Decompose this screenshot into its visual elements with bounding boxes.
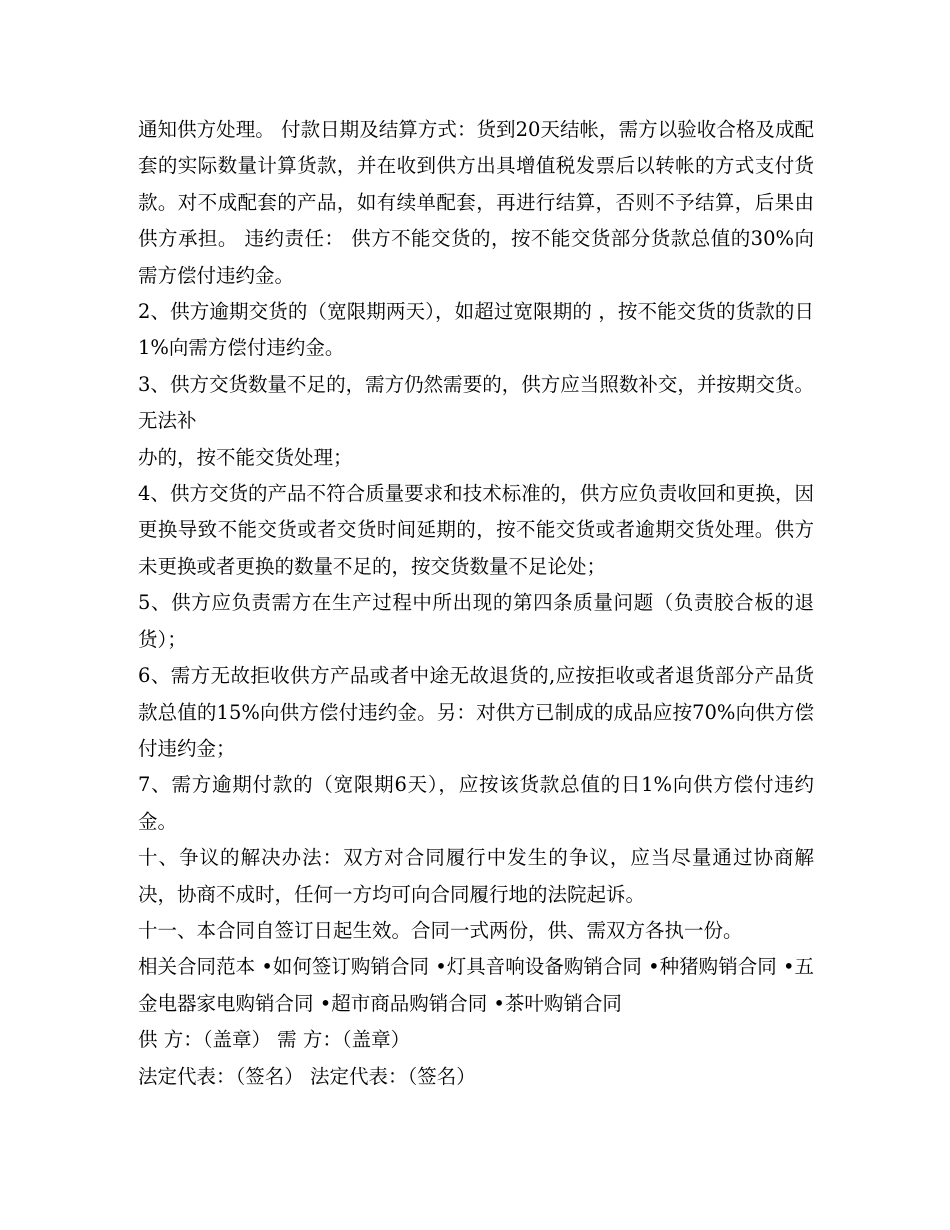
paragraph-clause-7: 7、需方逾期付款的（宽限期6天），应按该货款总值的日1%向供方偿付违约金。 xyxy=(138,773,814,833)
paragraph-clause-3-continued: 办的，按不能交货处理； xyxy=(138,445,353,469)
paragraph-clause-4: 4、供方交货的产品不符合质量要求和技术标准的，供方应负责收回和更换，因更换导致不能交货或者交货时间延期的，按不能交货或者逾期交货处理。供方未更换或者更换的数量不足的，按交货数量不足论处； xyxy=(138,482,814,578)
paragraph-signature-line: 法定代表：（签名） 法定代表：（签名） xyxy=(138,1064,476,1088)
paragraph-payment-terms: 通知供方处理。 付款日期及结算方式：货到20天结帐，需方以验收合格及成配套的实际数量计算货款，并在收到供方出具增值税发票后以转帐的方式支付货款。对不成配套的产品，如有续单配套，再进行结算，否则不予结算，后果由供方承担。 违约责任： 供方不能交货的，按不能交货部分货款总值的30%向需方偿付违约金。 xyxy=(138,118,814,287)
paragraph-effective-date: 十一、本合同自签订日起生效。合同一式两份，供、需双方各执一份。 xyxy=(138,918,743,942)
paragraph-dispute-resolution: 十、争议的解决办法：双方对合同履行中发生的争议，应当尽量通过协商解决，协商不成时，任何一方均可向合同履行地的法院起诉。 xyxy=(138,846,814,906)
paragraph-clause-3: 3、供方交货数量不足的，需方仍然需要的，供方应当照数补交，并按期交货。无法补 xyxy=(138,372,814,433)
document-body xyxy=(138,112,814,1095)
paragraph-clause-5: 5、供方应负责需方在生产过程中所出现的第四条质量问题（负责胶合板的退货）； xyxy=(138,591,814,651)
paragraph-seal-line: 供 方：（盖章） 需 方：（盖章） xyxy=(138,1028,411,1052)
paragraph-clause-6: 6、需方无故拒收供方产品或者中途无故退货的,应按拒收或者退货部分产品货款总值的15%向供方偿付违约金。另：对供方已制成的成品应按70%向供方偿付违约金； xyxy=(138,664,814,760)
paragraph-related-templates: 相关合同范本 •如何签订购销合同 •灯具音响设备购销合同 •种猪购销合同 •五金电器家电购销合同 •超市商品购销合同 •茶叶购销合同 xyxy=(138,955,814,1015)
paragraph-clause-2: 2、供方逾期交货的（宽限期两天），如超过宽限期的 ，按不能交货的货款的日1%向需方偿付违约金。 xyxy=(138,300,814,360)
